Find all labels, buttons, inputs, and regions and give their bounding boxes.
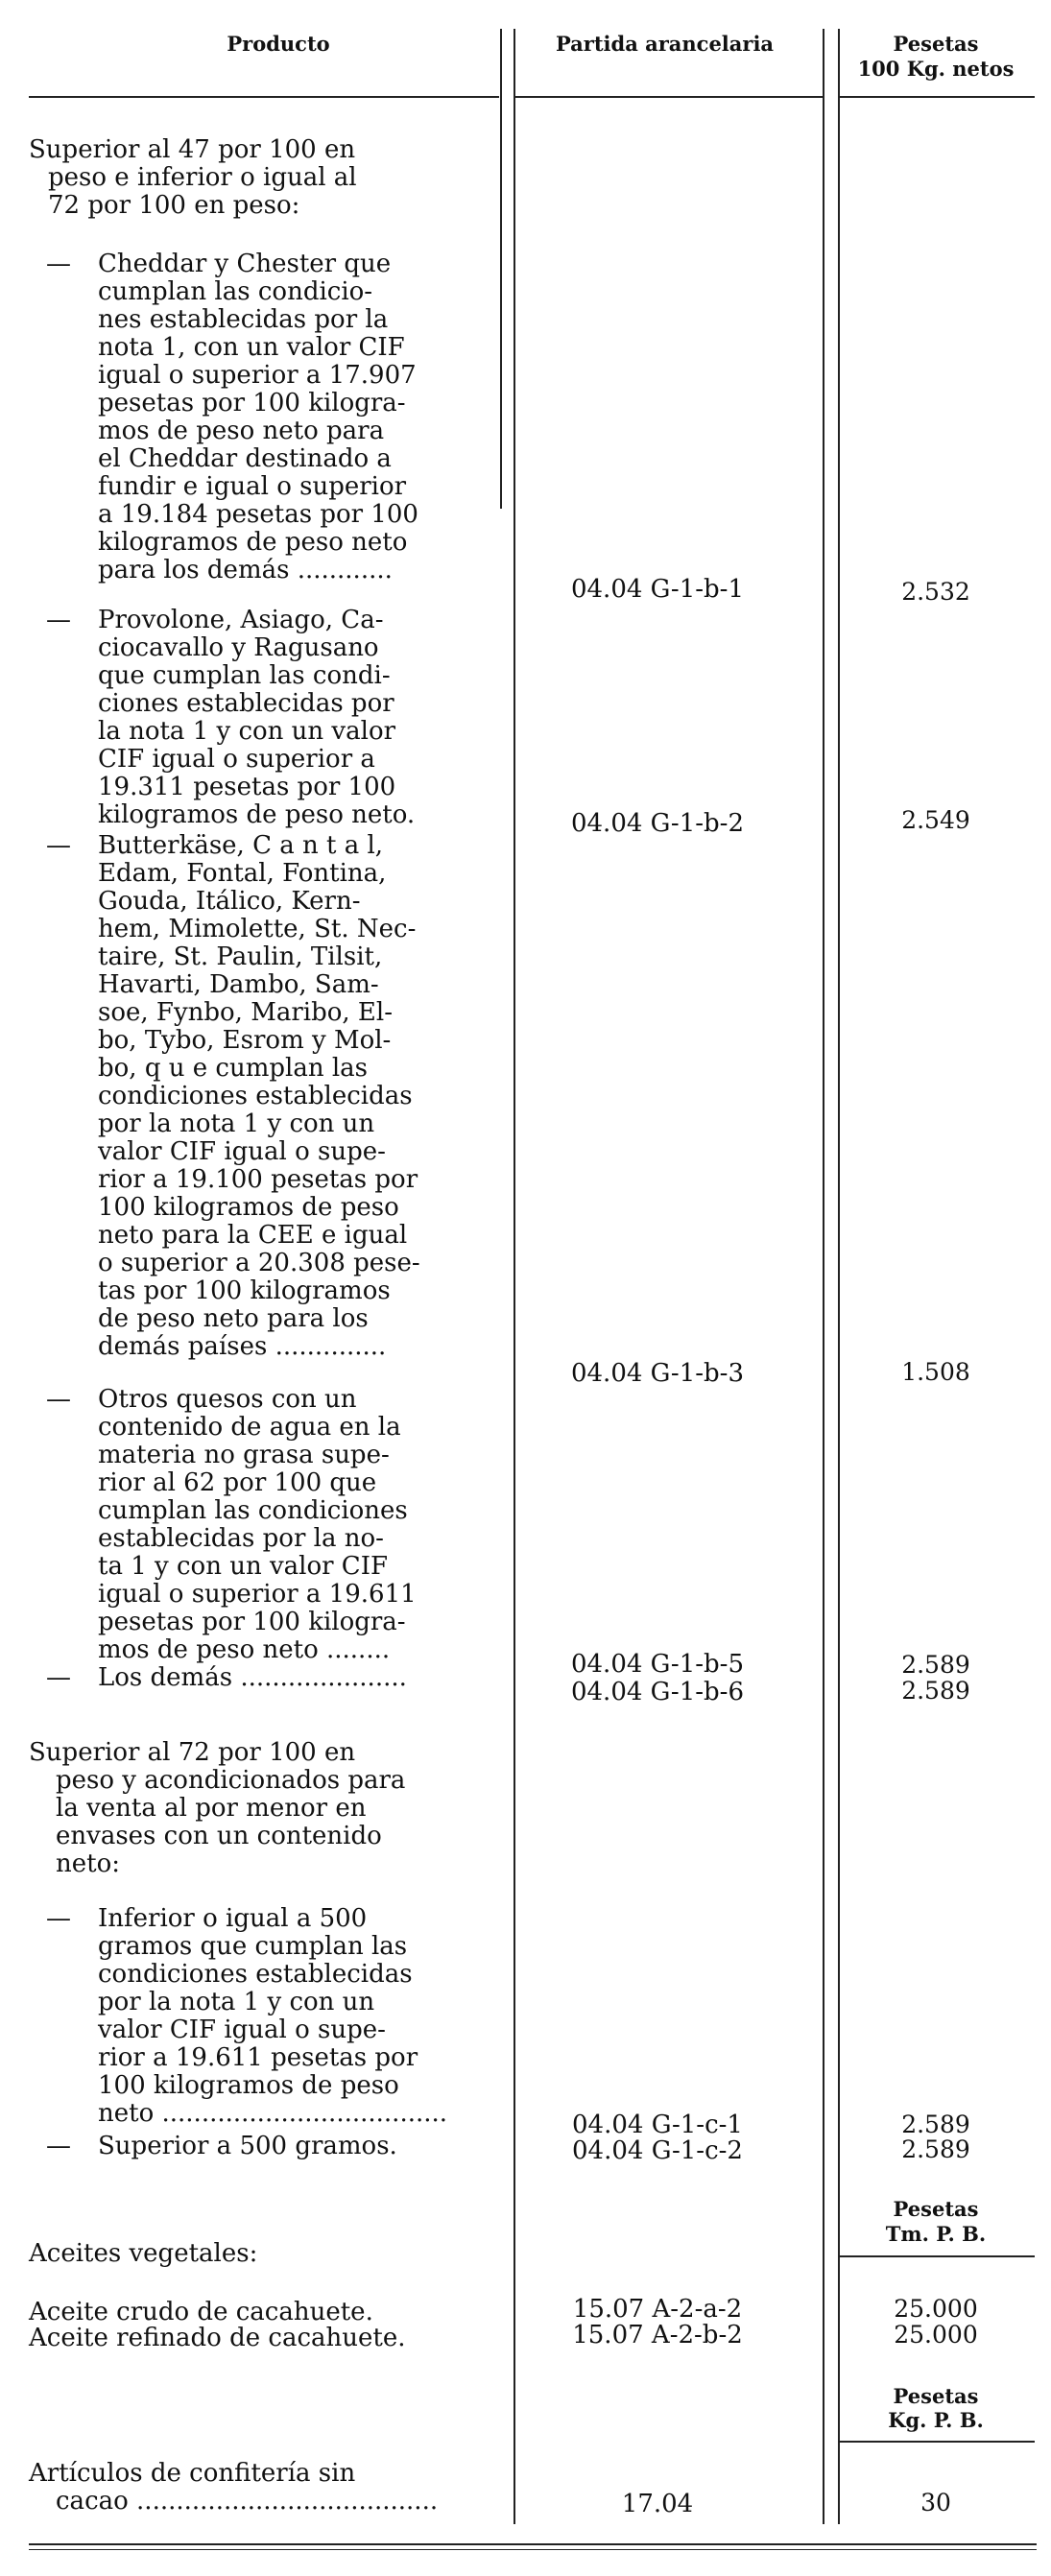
text-line: rior a 19.611 pesetas por <box>98 2043 418 2072</box>
text-line: la nota 1 y con un valor <box>98 717 396 746</box>
header-product: Producto <box>227 32 330 56</box>
text-line: que cumplan las condi- <box>98 661 391 690</box>
text-line: Los demás ..................... <box>98 1663 407 1692</box>
text-line: Superior al 72 por 100 en <box>29 1738 356 1767</box>
item-provolone <box>98 607 487 829</box>
text-line: peso e inferior o igual al <box>48 163 357 192</box>
text-line: por la nota 1 y con un <box>98 1988 375 2016</box>
tariff-code: 04.04 G-1-c-1 <box>572 2111 743 2139</box>
text-line: fundir e igual o superior <box>98 472 407 501</box>
price-value: 1.508 <box>901 1358 970 1386</box>
header-rule-1 <box>29 96 499 98</box>
text-line: gramos que cumplan las <box>98 1932 408 1961</box>
text-line: envases con un contenido <box>56 1822 382 1850</box>
tariff-code: 04.04 G-1-b-6 <box>570 1678 745 1706</box>
price-value: 2.532 <box>901 578 970 606</box>
text-line: de peso neto para los <box>98 1304 369 1333</box>
item-inferior-500g <box>98 1905 487 2128</box>
section-cheese-47-72 <box>29 136 488 220</box>
text-line: mos de peso neto ........ <box>98 1635 391 1664</box>
text-line: rior a 19.100 pesetas por <box>98 1165 418 1194</box>
text-line: el Cheddar destinado a <box>98 444 392 473</box>
text-line: CIF igual o superior a <box>98 745 375 774</box>
text-line: la venta al por menor en <box>56 1794 367 1823</box>
tariff-code: 15.07 A-2-a-2 <box>572 2295 743 2324</box>
text-line: valor CIF igual o supe- <box>98 1137 386 1166</box>
text-line: bo, Tybo, Esrom y Mol- <box>98 1026 392 1055</box>
dash-marker: — <box>46 2132 71 2160</box>
text-line: condiciones establecidas <box>98 1082 413 1110</box>
section-aceites-title: Aceites vegetales: <box>29 2239 258 2268</box>
text-line: nota 1, con un valor CIF <box>98 333 405 362</box>
price-value: 25.000 <box>894 2295 978 2323</box>
text-line: nes establecidas por la <box>98 305 389 334</box>
text-line: establecidas por la no- <box>98 1524 384 1553</box>
text-line: condiciones establecidas <box>98 1960 413 1989</box>
tariff-code: 04.04 G-1-b-3 <box>570 1359 745 1388</box>
tariff-code: 04.04 G-1-b-1 <box>570 575 745 604</box>
dash-marker: — <box>46 1663 71 1692</box>
text-line: ta 1 y con un valor CIF <box>98 1552 389 1581</box>
text-line: neto .................................... <box>98 2100 448 2128</box>
text-line: kilogramos de peso neto <box>98 528 408 557</box>
text-line: Edam, Fontal, Fontina, <box>98 859 387 888</box>
price-value: 25.000 <box>894 2321 978 2349</box>
section-cheese-over-72 <box>29 1739 488 1878</box>
text-line: igual o superior a 19.611 <box>98 1580 417 1609</box>
text-line: igual o superior a 17.907 <box>98 361 417 390</box>
bottom-rule-1 <box>29 2543 1037 2545</box>
price-value: 2.589 <box>901 1651 970 1679</box>
text-line: valor CIF igual o supe- <box>98 2015 386 2044</box>
header-unit: 100 Kg. netos <box>857 57 1015 81</box>
text-line: ciocavallo y Ragusano <box>98 633 379 662</box>
text-line: tas por 100 kilogramos <box>98 1276 391 1305</box>
tariff-code: 04.04 G-1-c-2 <box>572 2136 743 2165</box>
dash-marker: — <box>46 831 71 860</box>
text-line: cumplan las condiciones <box>98 1496 408 1525</box>
text-line: Gouda, Itálico, Kern- <box>98 887 361 916</box>
text-line: ciones establecidas por <box>98 689 394 718</box>
text-line: a 19.184 pesetas por 100 <box>98 500 418 529</box>
column-rule-3 <box>823 29 824 2524</box>
text-line: neto para la CEE e igual <box>98 1221 408 1250</box>
item-otros-quesos <box>98 1386 487 1664</box>
unit-kg-pb: Kg. P. B. <box>888 2408 984 2432</box>
item-superior-500g <box>98 2133 487 2160</box>
tariff-code: 17.04 <box>621 2490 694 2518</box>
text-line: neto: <box>56 1849 120 1878</box>
header-pesetas: Pesetas <box>893 32 979 56</box>
unit-rule <box>838 2255 1035 2257</box>
text-line: 72 por 100 en peso: <box>48 191 300 220</box>
tariff-code: 15.07 A-2-b-2 <box>572 2321 743 2349</box>
text-line: 19.311 pesetas por 100 <box>98 773 396 801</box>
text-line: rior al 62 por 100 que <box>98 1468 377 1497</box>
text-line: por la nota 1 y con un <box>98 1109 375 1138</box>
header-tariff-heading: Partida arancelaria <box>555 32 775 56</box>
tariff-code: 04.04 G-1-b-5 <box>570 1650 745 1679</box>
item-aceite-refinado: Aceite refinado de cacahuete. <box>29 2324 406 2352</box>
text-line: kilogramos de peso neto. <box>98 800 416 829</box>
unit-pesetas-kg: Pesetas <box>893 2384 979 2408</box>
text-line: soe, Fynbo, Maribo, El- <box>98 998 393 1027</box>
text-line: cacao ...................................... <box>56 2488 439 2516</box>
text-line: cumplan las condicio- <box>98 277 373 306</box>
text-line: bo, q u e cumplan las <box>98 1054 368 1083</box>
column-rule-1 <box>500 29 502 509</box>
bottom-rule-2 <box>29 2549 1037 2550</box>
price-value: 2.549 <box>901 806 970 834</box>
text-line: contenido de agua en la <box>98 1413 401 1442</box>
unit-tm-pb: Tm. P. B. <box>885 2222 987 2246</box>
header-rule-3 <box>838 96 1035 98</box>
text-line: demás países .............. <box>98 1332 387 1361</box>
item-confiteria <box>29 2460 488 2516</box>
text-line: hem, Mimolette, St. Nec- <box>98 915 417 943</box>
text-line: pesetas por 100 kilogra- <box>98 389 406 417</box>
text-line: Inferior o igual a 500 <box>98 1904 368 1933</box>
text-line: Butterkäse, C a n t a l, <box>98 831 384 860</box>
price-value: 2.589 <box>901 2135 970 2163</box>
item-butterkase-group <box>98 832 487 1361</box>
dash-marker: — <box>46 1385 71 1414</box>
text-line: 100 kilogramos de peso <box>98 1193 399 1222</box>
text-line: Superior a 500 gramos. <box>98 2132 397 2160</box>
price-value: 2.589 <box>901 2111 970 2138</box>
text-line: Havarti, Dambo, Sam- <box>98 970 379 999</box>
text-line: materia no grasa supe- <box>98 1441 390 1469</box>
text-line: Otros quesos con un <box>98 1385 357 1414</box>
item-cheddar-chester <box>98 250 487 584</box>
unit-pesetas-tm: Pesetas <box>893 2197 979 2221</box>
text-line: Superior al 47 por 100 en <box>29 135 356 164</box>
text-line: o superior a 20.308 pese- <box>98 1249 420 1277</box>
item-aceite-crudo: Aceite crudo de cacahuete. <box>29 2298 373 2326</box>
text-line: peso y acondicionados para <box>56 1766 406 1795</box>
text-line: Artículos de confitería sin <box>29 2459 356 2488</box>
text-line: 100 kilogramos de peso <box>98 2071 399 2100</box>
text-line: para los demás ............ <box>98 556 393 584</box>
text-line: Provolone, Asiago, Ca- <box>98 606 384 634</box>
text-line: pesetas por 100 kilogra- <box>98 1608 406 1636</box>
dash-marker: — <box>46 606 71 634</box>
dash-marker: — <box>46 1904 71 1933</box>
item-los-demas <box>98 1664 487 1692</box>
text-line: taire, St. Paulin, Tilsit, <box>98 942 383 971</box>
text-line: Cheddar y Chester que <box>98 250 392 278</box>
price-value: 2.589 <box>901 1677 970 1705</box>
dash-marker: — <box>46 250 71 278</box>
unit-rule <box>838 2441 1035 2443</box>
header-rule-2 <box>514 96 823 98</box>
tariff-code: 04.04 G-1-b-2 <box>570 809 745 838</box>
price-value: 30 <box>920 2489 951 2516</box>
text-line: mos de peso neto para <box>98 417 385 445</box>
